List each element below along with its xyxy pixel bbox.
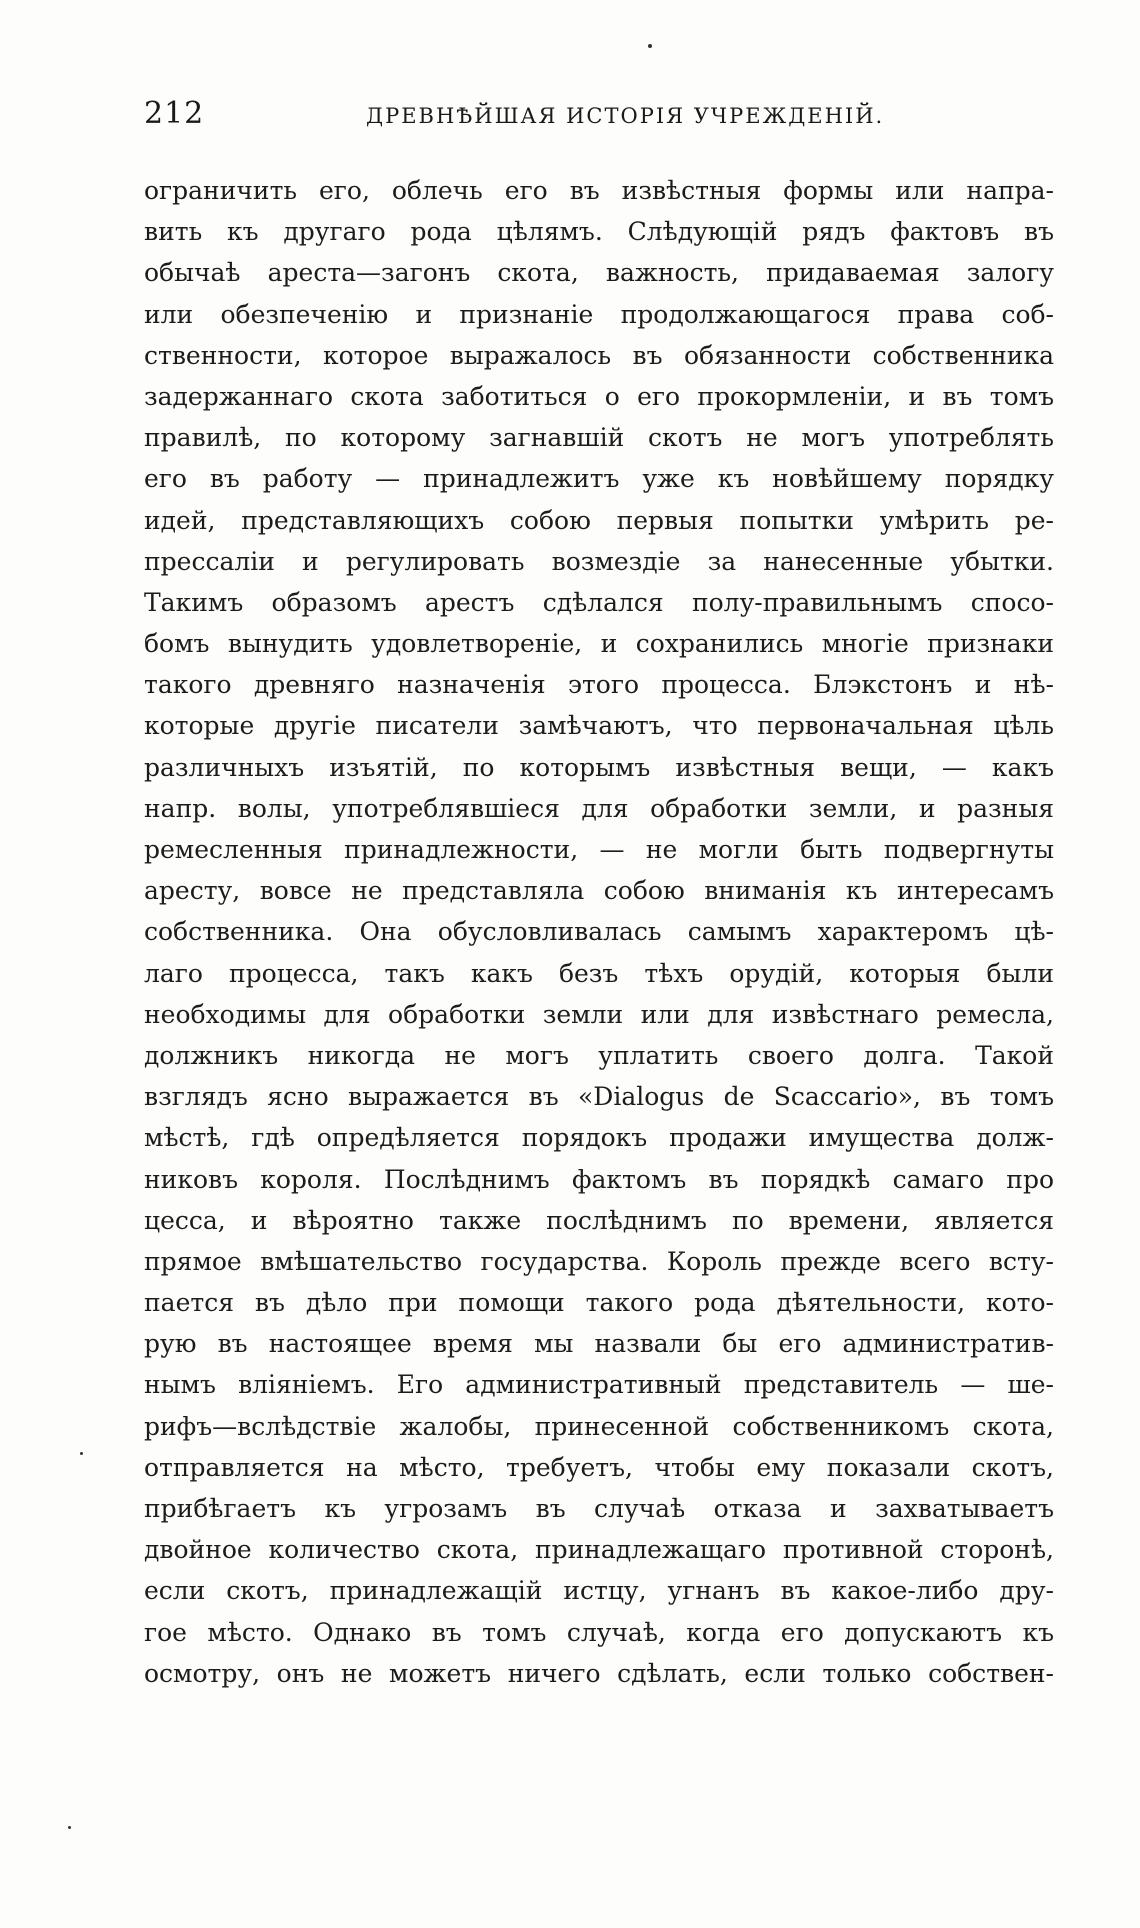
text-line: лаго процесса, такъ какъ безъ тѣхъ орудій, которыя были — [144, 958, 1054, 988]
text-line: ограничить его, облечь его въ извѣстныя формы или напра- — [144, 176, 1054, 205]
text-line: цесса, и вѣроятно также послѣднимъ по времени, является — [144, 1205, 1054, 1235]
ink-speck — [68, 1826, 71, 1829]
text-line: гое мѣсто. Однако въ томъ случаѣ, когда его допускаютъ къ — [144, 1617, 1054, 1647]
text-line: должникъ никогда не могъ уплатить своего долга. Такой — [144, 1040, 1054, 1070]
page-header — [144, 96, 1044, 140]
text-line: ственности, которое выражалось въ обязанности собственника — [144, 340, 1054, 370]
text-line: ремесленныя принадлежности, — не могли быть подвергнуты — [144, 835, 1054, 864]
text-line: пается въ дѣло при помощи такого рода дѣятельности, кото- — [144, 1288, 1054, 1318]
text-line: необходимы для обработки земли или для извѣстнаго ремесла, — [144, 999, 1054, 1029]
text-line: вить къ другаго рода цѣлямъ. Слѣдующій рядъ фактовъ въ — [144, 217, 1054, 247]
text-line: идей, представляющихъ собою первыя попытки умѣрить ре- — [144, 505, 1054, 535]
page-number: 212 — [144, 96, 205, 131]
text-line: взглядъ ясно выражается въ «Dialogus de Scaccario», въ томъ — [144, 1082, 1054, 1112]
text-line: рую въ настоящее время мы назвали бы его административ- — [144, 1329, 1054, 1359]
text-line: рифъ—вслѣдствіе жалобы, принесенной собственникомъ скота, — [144, 1411, 1054, 1441]
body-text — [144, 170, 1054, 1694]
text-line: двойное количество скота, принадлежащаго противной сторонѣ, — [144, 1535, 1054, 1565]
text-line: прямое вмѣшательство государства. Король прежде всего всту- — [144, 1246, 1054, 1276]
text-line: правилѣ, по которому загнавшій скотъ не могъ употреблять — [144, 423, 1054, 453]
text-line: прессаліи и регулировать возмездіе за нанесенные убытки. — [144, 546, 1054, 576]
text-line: отправляется на мѣсто, требуетъ, чтобы ему показали скотъ, — [144, 1452, 1054, 1482]
text-line: или обезпеченію и признаніе продолжающагося права соб- — [144, 299, 1054, 329]
text-line: задержаннаго скота заботиться о его прокормленіи, и въ томъ — [144, 381, 1054, 411]
text-line: различныхъ изъятій, по которымъ извѣстныя вещи, — какъ — [144, 752, 1054, 782]
text-line: бомъ вынудить удовлетвореніе, и сохранились многіе признаки — [144, 629, 1054, 659]
text-line: обычаѣ ареста—загонъ скота, важность, придаваемая залогу — [144, 258, 1054, 288]
text-line: такого древняго назначенія этого процесса. Блэкстонъ и нѣ- — [144, 670, 1054, 700]
text-line: его въ работу — принадлежитъ уже къ новѣйшему порядку — [144, 464, 1054, 494]
text-line: осмотру, онъ не можетъ ничего сдѣлать, если только собствен- — [144, 1658, 1054, 1688]
text-line: мѣстѣ, гдѣ опредѣляется порядокъ продажи имущества долж- — [144, 1123, 1054, 1153]
text-line: если скотъ, принадлежащій истцу, угнанъ въ какое-либо дру- — [144, 1576, 1054, 1606]
text-line: напр. волы, употреблявшіеся для обработки земли, и разныя — [144, 793, 1054, 823]
text-line: собственника. Она обусловливалась самымъ характеромъ цѣ- — [144, 917, 1054, 947]
text-line: Такимъ образомъ арестъ сдѣлался полу-правильнымъ спосо- — [144, 587, 1054, 617]
text-line: которые другіе писатели замѣчаютъ, что первоначальная цѣль — [144, 711, 1054, 741]
running-title: ДРЕВНѢЙШАЯ ИСТОРІЯ УЧРЕЖДЕНІЙ. — [366, 104, 885, 128]
ink-speck — [80, 1452, 83, 1455]
ink-speck — [648, 44, 652, 48]
text-line: никовъ короля. Послѣднимъ фактомъ въ порядкѣ самаго про — [144, 1164, 1054, 1194]
text-line: прибѣгаетъ къ угрозамъ въ случаѣ отказа и захватываетъ — [144, 1494, 1054, 1523]
text-line: аресту, вовсе не представляла собою вниманія къ интересамъ — [144, 876, 1054, 906]
text-line: нымъ вліяніемъ. Его административный представитель — ше- — [144, 1370, 1054, 1400]
